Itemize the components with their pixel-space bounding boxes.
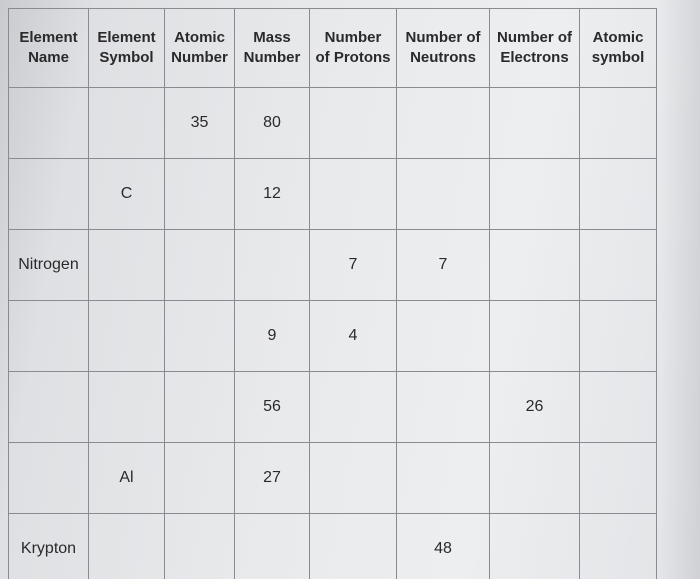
cell-neutrons[interactable]: 48	[397, 514, 490, 579]
table-row	[9, 159, 657, 230]
cell-neutrons[interactable]	[397, 301, 490, 372]
cell-protons[interactable]	[310, 88, 397, 159]
cell-electrons[interactable]: 26	[490, 372, 580, 443]
cell-mass-number[interactable]: 12	[235, 159, 310, 230]
cell-neutrons[interactable]	[397, 159, 490, 230]
cell-element-symbol[interactable]	[89, 301, 165, 372]
cell-atomic-number[interactable]: 35	[165, 88, 235, 159]
cell-electrons[interactable]	[490, 88, 580, 159]
cell-electrons[interactable]	[490, 230, 580, 301]
cell-element-symbol[interactable]	[89, 230, 165, 301]
cell-atomic-number[interactable]	[165, 443, 235, 514]
cell-atomic-symbol[interactable]	[580, 514, 657, 579]
cell-atomic-symbol[interactable]	[580, 230, 657, 301]
cell-atomic-symbol[interactable]	[580, 372, 657, 443]
cell-element-name[interactable]	[9, 443, 89, 514]
cell-protons[interactable]: 4	[310, 301, 397, 372]
cell-electrons[interactable]	[490, 443, 580, 514]
table-row	[9, 372, 657, 443]
cell-atomic-symbol[interactable]	[580, 301, 657, 372]
cell-element-name[interactable]	[9, 159, 89, 230]
cell-neutrons[interactable]	[397, 443, 490, 514]
cell-element-name[interactable]	[9, 88, 89, 159]
cell-mass-number[interactable]: 80	[235, 88, 310, 159]
cell-atomic-number[interactable]	[165, 159, 235, 230]
cell-neutrons[interactable]: 7	[397, 230, 490, 301]
cell-neutrons[interactable]	[397, 372, 490, 443]
header-element-symbol: Element Symbol	[89, 9, 165, 88]
cell-element-name[interactable]	[9, 301, 89, 372]
cell-atomic-symbol[interactable]	[580, 88, 657, 159]
cell-element-symbol[interactable]: C	[89, 159, 165, 230]
cell-element-symbol[interactable]: Al	[89, 443, 165, 514]
table-row	[9, 443, 657, 514]
cell-atomic-number[interactable]	[165, 372, 235, 443]
cell-protons[interactable]	[310, 514, 397, 579]
cell-mass-number[interactable]	[235, 514, 310, 579]
cell-element-name[interactable]	[9, 372, 89, 443]
cell-element-symbol[interactable]	[89, 88, 165, 159]
cell-mass-number[interactable]	[235, 230, 310, 301]
cell-atomic-number[interactable]	[165, 514, 235, 579]
page-edge-shadow	[660, 0, 700, 579]
header-atomic-symbol: Atomic symbol	[580, 9, 657, 88]
header-atomic-number: Atomic Number	[165, 9, 235, 88]
header-mass-number: Mass Number	[235, 9, 310, 88]
cell-atomic-symbol[interactable]	[580, 159, 657, 230]
cell-element-symbol[interactable]	[89, 514, 165, 579]
cell-element-name[interactable]: Nitrogen	[9, 230, 89, 301]
cell-atomic-number[interactable]	[165, 301, 235, 372]
header-number-of-neutrons: Number of Neutrons	[397, 9, 490, 88]
cell-element-name[interactable]: Krypton	[9, 514, 89, 579]
cell-protons[interactable]	[310, 443, 397, 514]
table-row	[9, 230, 657, 301]
cell-atomic-symbol[interactable]	[580, 443, 657, 514]
cell-protons[interactable]	[310, 372, 397, 443]
table-row	[9, 301, 657, 372]
header-number-of-electrons: Number of Electrons	[490, 9, 580, 88]
header-row	[9, 9, 657, 88]
table-row	[9, 514, 657, 579]
cell-mass-number[interactable]: 27	[235, 443, 310, 514]
cell-neutrons[interactable]	[397, 88, 490, 159]
table-row	[9, 88, 657, 159]
cell-mass-number[interactable]: 56	[235, 372, 310, 443]
cell-electrons[interactable]	[490, 514, 580, 579]
cell-electrons[interactable]	[490, 159, 580, 230]
header-element-name: Element Name	[9, 9, 89, 88]
cell-protons[interactable]: 7	[310, 230, 397, 301]
header-number-of-protons: Number of Protons	[310, 9, 397, 88]
cell-element-symbol[interactable]	[89, 372, 165, 443]
cell-protons[interactable]	[310, 159, 397, 230]
element-table	[8, 8, 657, 579]
cell-mass-number[interactable]: 9	[235, 301, 310, 372]
cell-atomic-number[interactable]	[165, 230, 235, 301]
cell-electrons[interactable]	[490, 301, 580, 372]
